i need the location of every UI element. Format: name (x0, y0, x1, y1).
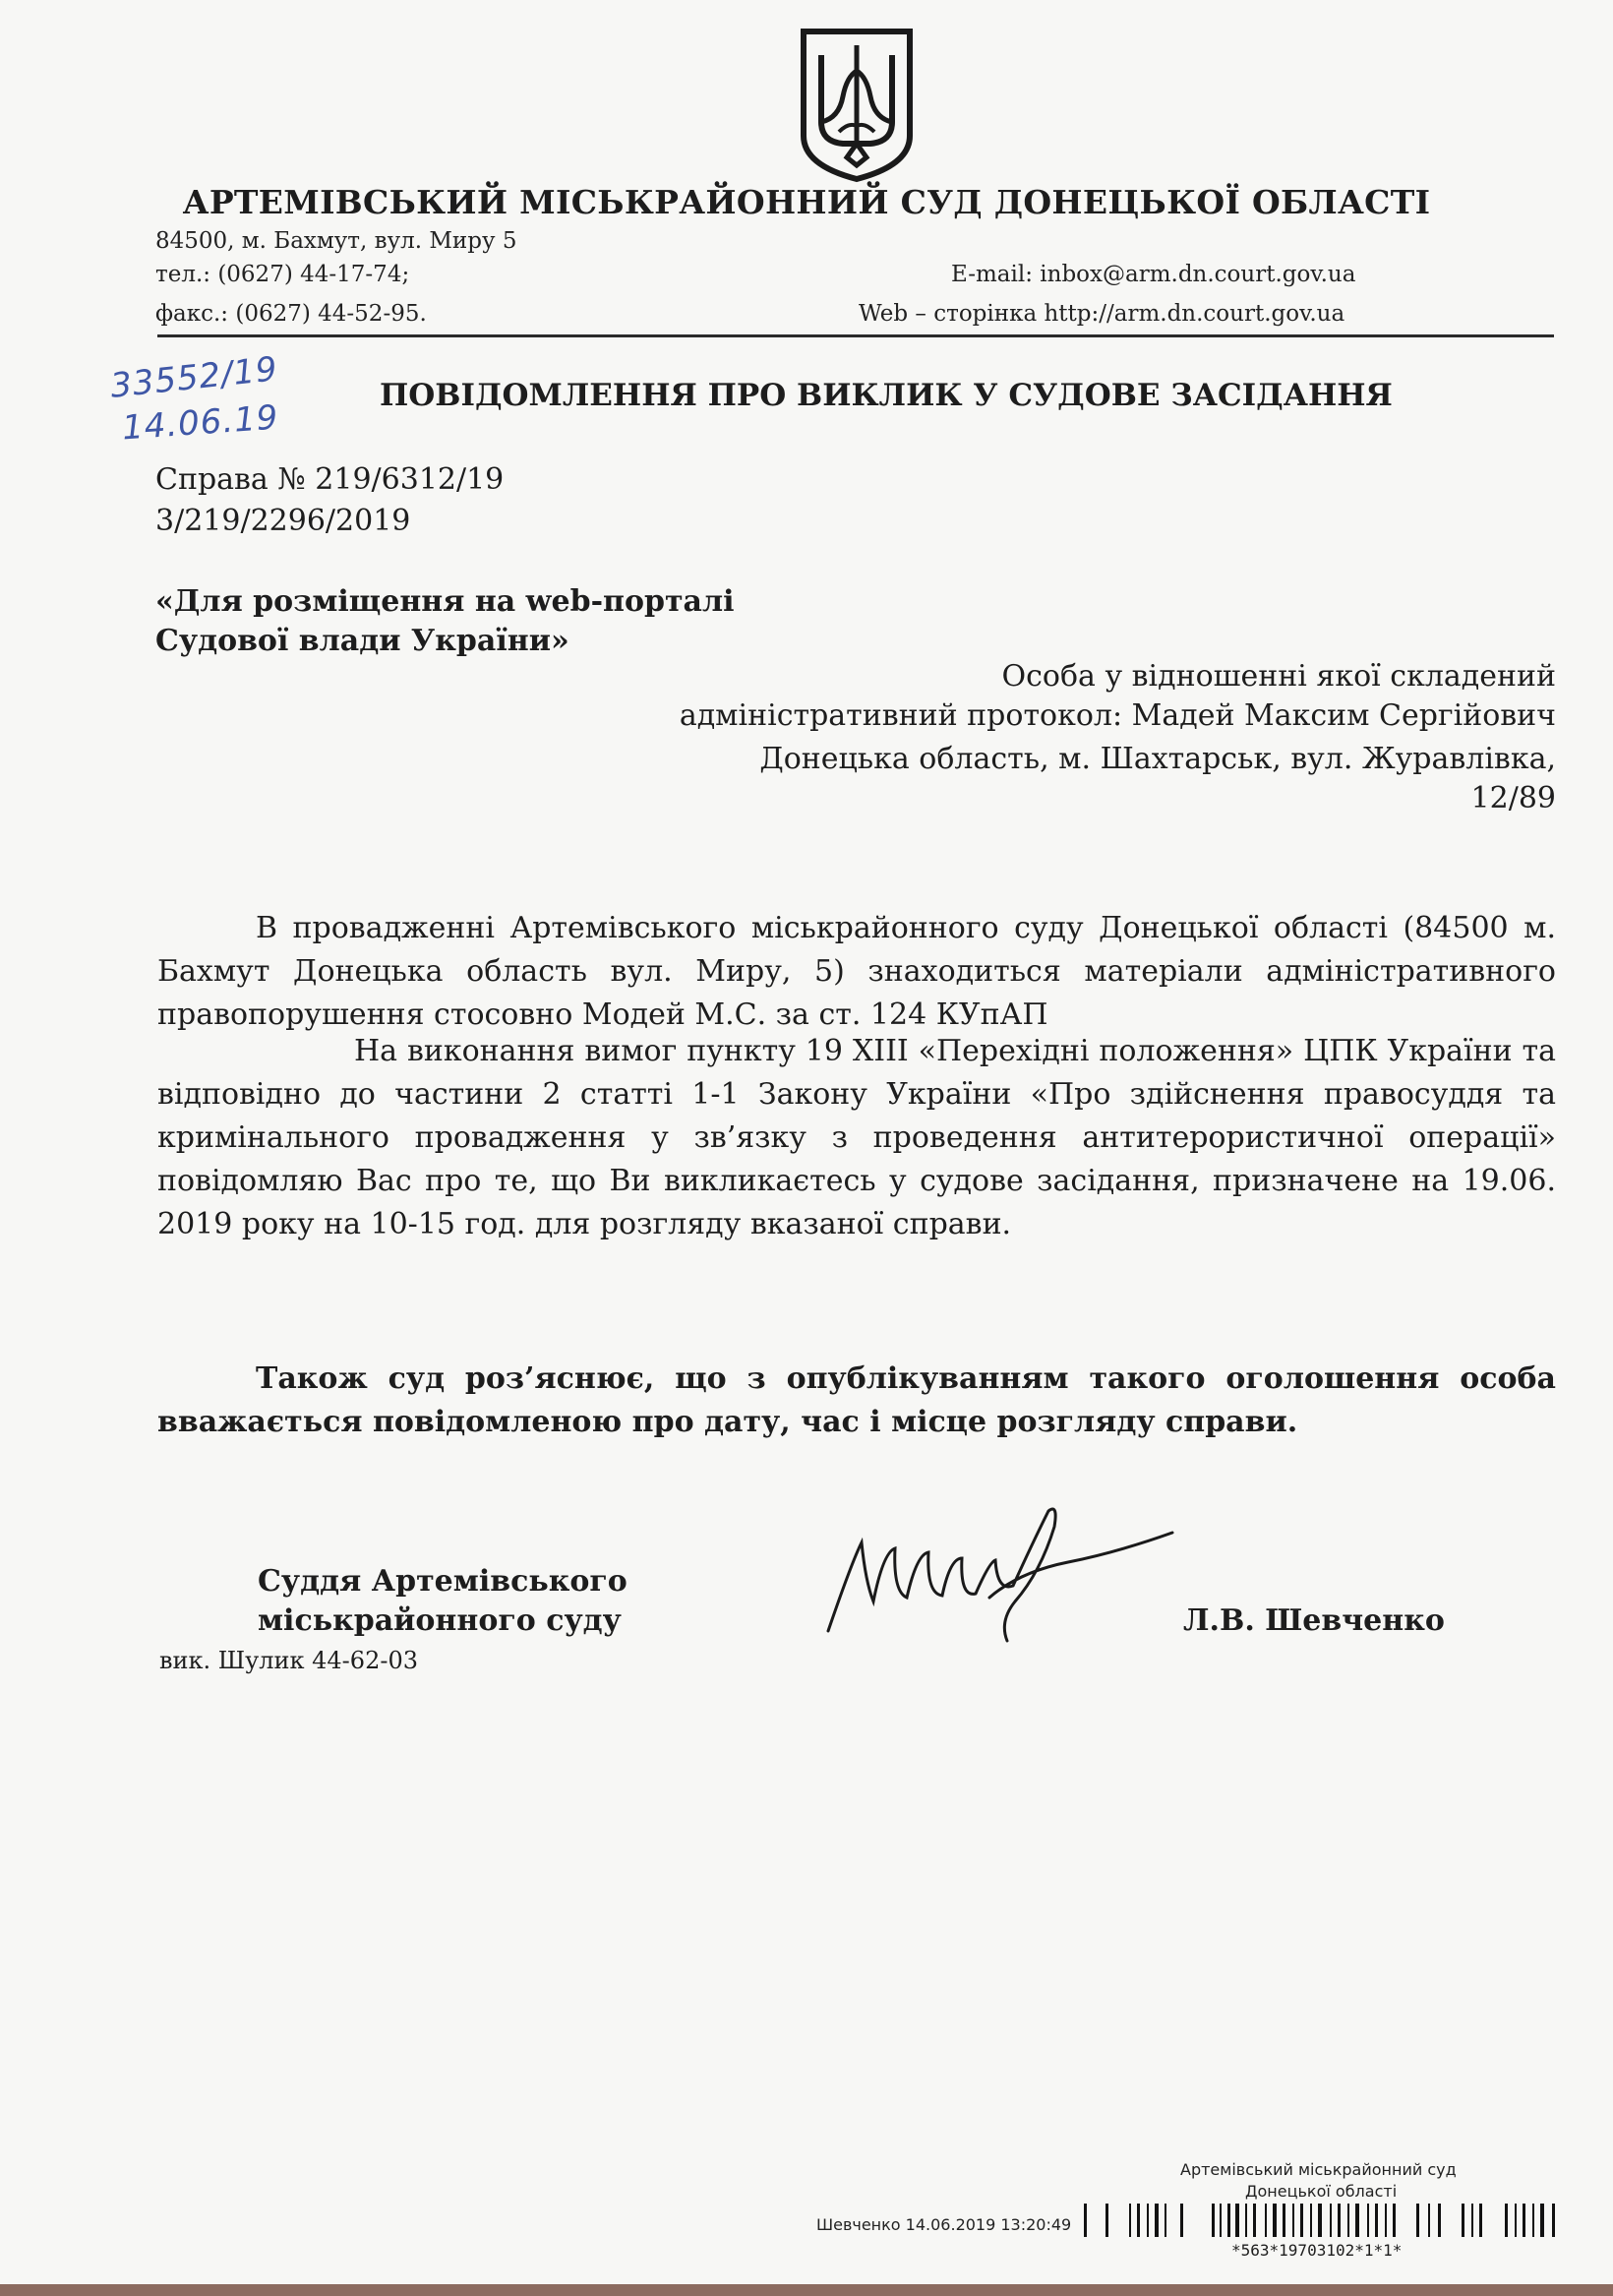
explanation-text: Також суд роз’яснює, що з опублікуванням такого оголошення особа вважається повідомленою про дату, час і місце розгляду справи. (157, 1361, 1556, 1439)
portal-note-line-2: Судової влади України» (155, 624, 569, 658)
addressee-line-1: Особа у відношенні якої складений (1001, 659, 1556, 694)
footer-court-line-1: Артемівський міськрайонний суд (1180, 2160, 1457, 2179)
proceeding-number: 3/219/2296/2019 (155, 504, 411, 538)
scan-bottom-edge (0, 2284, 1613, 2296)
court-address: 84500, м. Бахмут, вул. Миру 5 (155, 228, 517, 254)
court-fax: факс.: (0627) 44-52-95. (155, 301, 427, 327)
handwritten-registration-number: 33552/19 (108, 349, 280, 406)
footer-signature-stamp: Шевченко 14.06.2019 13:20:49 (816, 2215, 1072, 2234)
footer-court-line-2: Донецької області (1245, 2182, 1398, 2201)
body-paragraph-2-text: На виконання вимог пункту 19 XIII «Перехідні положення» ЦПК України та відповідно до частини 2 статті 1-1 Закону України «Про здійснення правосуддя та кримінального провадження у зв’язку з проведення антитерористичної операції» повідомляю Вас про те, що Ви викликаєтесь у судове засідання, призначене на 19.06. 2019 року на 10-15 год. для розгляду вказаної справи. (157, 1034, 1556, 1241)
body-paragraph-1 (157, 907, 1556, 1037)
addressee-line-3: Донецька область, м. Шахтарськ, вул. Журавлівка, (759, 742, 1556, 776)
judge-title-line-2: міськрайонного суду (258, 1603, 622, 1638)
court-phone: тел.: (0627) 44-17-74; (155, 262, 410, 287)
notice-title: ПОВІДОМЛЕННЯ ПРО ВИКЛИК У СУДОВЕ ЗАСІДАННЯ (380, 378, 1393, 413)
executor-contact: вик. Шулик 44-62-03 (159, 1647, 418, 1674)
court-email: E-mail: inbox@arm.dn.court.gov.ua (951, 262, 1356, 287)
case-number: Справа № 219/6312/19 (155, 462, 505, 497)
body-paragraph-2 (157, 1030, 1556, 1246)
court-name: АРТЕМІВСЬКИЙ МІСЬКРАЙОННИЙ СУД ДОНЕЦЬКОЇ ОБЛАСТІ (182, 183, 1431, 221)
explanation-paragraph (157, 1358, 1556, 1444)
addressee-line-2: адміністративний протокол: Мадей Максим Сергійович (679, 698, 1556, 733)
body-paragraph-1-text: В провадженні Артемівського міськрайонного суду Донецької області (84500 м. Бахмут Донецька область вул. Миру, 5) знаходиться матеріали адміністративного правопорушення стосовно Модей М.С. за ст. 124 КУпАП (157, 911, 1556, 1032)
judge-title-line-1: Суддя Артемівського (258, 1564, 627, 1599)
court-website: Web – сторінка http://arm.dn.court.gov.ua (859, 301, 1345, 327)
header-divider (157, 334, 1554, 337)
addressee-line-4: 12/89 (1470, 781, 1556, 816)
judge-signature-icon (822, 1503, 1176, 1661)
judge-name: Л.В. Шевченко (1183, 1603, 1445, 1638)
handwritten-registration-date: 14.06.19 (120, 397, 280, 449)
portal-note-line-1: «Для розміщення на web-порталі (155, 584, 735, 619)
barcode-number: *563*19703102*1*1* (1231, 2241, 1403, 2260)
coat-of-arms-icon (800, 28, 914, 183)
